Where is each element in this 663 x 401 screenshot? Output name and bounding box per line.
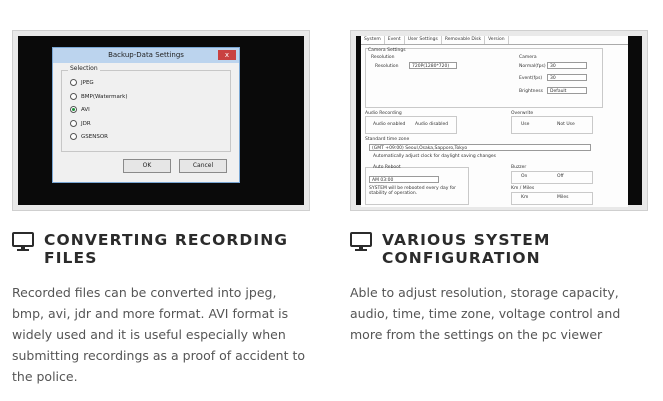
option-jdr (70, 120, 91, 127)
dialog-title-text: Backup-Data Settings (108, 51, 184, 59)
feature-card-system-config (350, 30, 650, 345)
camera-group-label: Camera (519, 55, 537, 60)
resolution-select: 720P(1280*720) (409, 62, 457, 69)
overwrite-label: Overwrite (511, 111, 534, 116)
settings-window (361, 36, 628, 207)
option-gsensor (70, 133, 108, 140)
radio-selected-icon (70, 106, 77, 113)
screenshot-black-backdrop (356, 36, 642, 205)
timezone-select: (GMT +09:00) Seoul,Osaka,Sapporo,Tokyo (369, 144, 591, 151)
selection-group (61, 65, 231, 152)
monitor-icon (12, 232, 34, 252)
use-option: Use (521, 122, 530, 127)
brightness-select: Default (547, 87, 587, 94)
km-miles-label: Km / Miles (511, 186, 535, 191)
cancel-button: Cancel (179, 159, 227, 173)
option-label: AVI (81, 106, 90, 113)
option-label: JPEG (81, 79, 94, 86)
option-label: BMP(Watermark) (81, 93, 128, 100)
km-option: Km (521, 195, 529, 200)
resolution-row-label: Resolution (375, 64, 399, 69)
reboot-time-input: AM 03:00 (369, 176, 439, 183)
timezone-label: Standard time zone (365, 137, 410, 142)
radio-icon (70, 120, 77, 127)
feature-heading (350, 231, 650, 267)
feature-heading (12, 231, 312, 267)
feature-card-converting (12, 30, 312, 387)
selection-group-label: Selection (70, 65, 98, 72)
resolution-group-label: Resolution (371, 55, 395, 60)
option-avi (70, 106, 90, 113)
auto-reboot-label: Auto Reboot (373, 165, 401, 170)
dst-checkbox-label: Automatically adjust clock for daylight saving changes (373, 154, 497, 159)
monitor-icon (350, 232, 372, 252)
feature-title: CONVERTING RECORDING FILES (44, 231, 289, 267)
audio-disabled-option: Audio disabled (415, 122, 449, 127)
miles-option: Miles (557, 195, 569, 200)
not-use-option: Not Use (557, 122, 575, 127)
reboot-note: SYSTEM will be rebooted every day for stability of operation. (369, 186, 457, 196)
buzzer-on-option: On (521, 174, 528, 179)
ok-button: OK (123, 159, 171, 173)
tab-removable-disk: Removable Disk (442, 36, 485, 44)
option-bmp (70, 93, 127, 100)
option-label: GSENSOR (81, 133, 108, 140)
radio-icon (70, 93, 77, 100)
feature-description: Able to adjust resolution, storage capacity, audio, time, time zone, voltage control and more from the settings on the pc viewer (350, 285, 621, 342)
dialog-title (53, 48, 239, 63)
event-fps-select: 30 (547, 74, 587, 81)
tab-event: Event (385, 36, 405, 44)
settings-tabs (361, 36, 628, 45)
backup-data-dialog (52, 47, 240, 183)
buzzer-label: Buzzer (511, 165, 527, 170)
normal-fps-label: Normal(fps) (519, 64, 546, 69)
buzzer-off-option: Off (557, 174, 564, 179)
option-jpeg (70, 79, 94, 86)
feature-title: VARIOUS SYSTEM CONFIGURATION (382, 231, 551, 267)
tab-system: System (361, 36, 385, 44)
normal-fps-select: 30 (547, 62, 587, 69)
close-icon: x (218, 50, 236, 60)
option-label: JDR (81, 120, 91, 127)
screenshot-system-settings (350, 30, 648, 211)
audio-label: Audio Recording (365, 111, 402, 116)
radio-icon (70, 133, 77, 140)
tab-version: Version (485, 36, 509, 44)
radio-icon (70, 79, 77, 86)
screenshot-black-backdrop (18, 36, 304, 205)
screenshot-backup-settings (12, 30, 310, 211)
feature-description: Recorded files can be converted into jpeg, bmp, avi, jdr and more format. AVI format is widely used and it is useful especially when submitting recordings as a proof of accident to the police. (12, 285, 305, 384)
event-fps-label: Event(fps) (519, 76, 543, 81)
audio-enabled-option: Audio enabled (373, 122, 406, 127)
tab-user-settings: User Settings (405, 36, 442, 44)
brightness-label: Brightness (519, 89, 543, 94)
camera-settings-label: Camera Settings (368, 48, 406, 53)
